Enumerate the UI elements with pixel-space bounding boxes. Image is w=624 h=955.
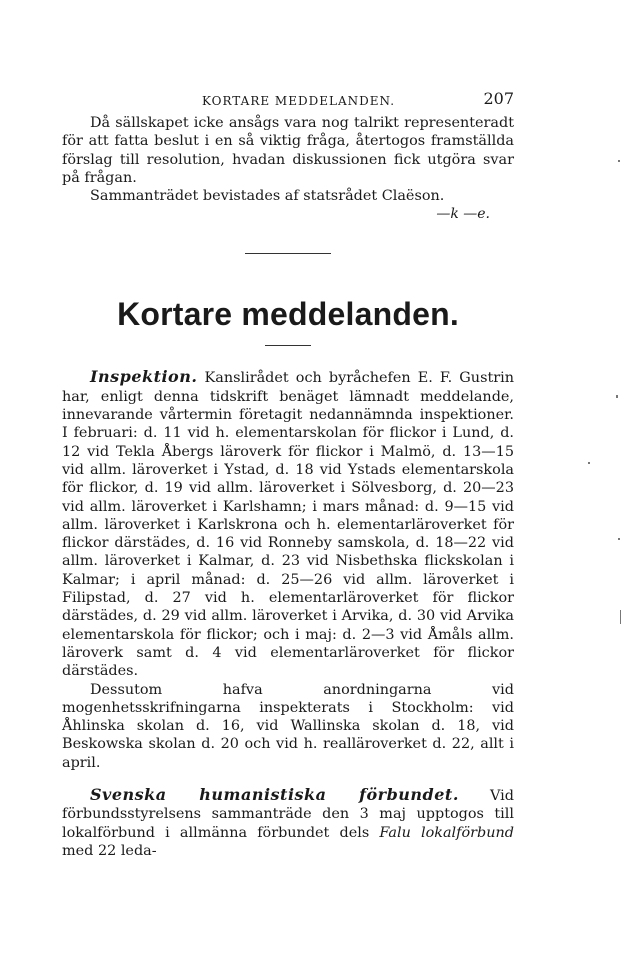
attendance-paragraph: Sammanträdet bevistades af statsrådet Claëson. [90, 188, 445, 205]
humanist-union-text-after: med 22 leda- [62, 842, 157, 859]
scan-speck [620, 610, 621, 624]
running-header [62, 89, 514, 114]
inspection-heading: Inspektion. [90, 367, 198, 387]
scan-speck [618, 160, 620, 162]
title-underline [265, 345, 311, 346]
humanist-union-heading: Svenska humanistiska förbundet. [90, 785, 459, 805]
humanist-union-text-before: Vid förbundsstyrelsens sammanträde den 3 maj upptogos till lokalförbund i allmänna förbundet dels [62, 788, 514, 841]
inspection-paragraph [62, 368, 514, 680]
continuation-paragraph: Då sällskapet icke ansågs vara nog talrikt representeradt för att fatta beslut i en så viktig fråga, återtogos framställda förslag till resolution, hvadan diskussionen fick utgöra svar på frågan. [62, 115, 514, 186]
section-divider [245, 253, 331, 254]
inspection-followup-paragraph: Dessutom hafva anordningarna vid mogenhetsskrifningarna inspekterats i Stockholm: vid Åhlinska skolan d. 16, vid Wallinska skolan d. 18, vid Beskowska skolan d. 20 och vid h. realläroverket d. 22, allt i april. [62, 681, 514, 771]
running-title: KORTARE MEDDELANDEN. [202, 94, 396, 108]
section-title: Kortare meddelanden. [117, 296, 459, 333]
page-number: 207 [483, 89, 514, 108]
signature: —k —e. [436, 206, 490, 223]
scan-speck [618, 538, 620, 540]
inspection-text: Kanslirådet och byråchefen E. F. Gustrin har, enligt denna tidskrift benäget lämnadt meddelande, innevarande vårtermin företagit nedannämnda inspektioner. I februari: d. 11 vid h. elementarskolan för flickor i Lund, d. 12 vid Tekla Åbergs läroverk för flickor i Malmö, d. 13—15 vid allm. läroverket i Ystad, d. 18 vid Ystads elementarskola för flickor, d. 19 vid allm. läroverket i Sölvesborg, d. 20—23 vid allm. läroverket i Karlshamn; i mars månad: d. 9—15 vid allm. läroverket i Karlskrona och h. elementarläroverket för flickor därstädes, d. 16 vid Ronneby samskola, d. 18—22 vid allm. läroverket i Kalmar, d. 23 vid Nisbethska flickskolan i Kalmar; i april månad: d. 25—26 vid allm. läroverket i Filipstad, d. 27 vid h. elementarläroverket för flickor därstädes, d. 29 vid allm. läroverket i Arvika, d. 30 vid Arvika elementarskola för flickor; och i maj: d. 2—3 vid Åmåls allm. läroverk samt d. 4 vid elementarläroverket för flickor därstädes. [62, 370, 514, 680]
document-page [62, 89, 514, 860]
scan-speck [588, 462, 590, 464]
humanist-union-paragraph [62, 786, 514, 860]
humanist-union-emphasis: Falu lokalförbund [379, 824, 514, 841]
scan-speck [616, 395, 618, 398]
